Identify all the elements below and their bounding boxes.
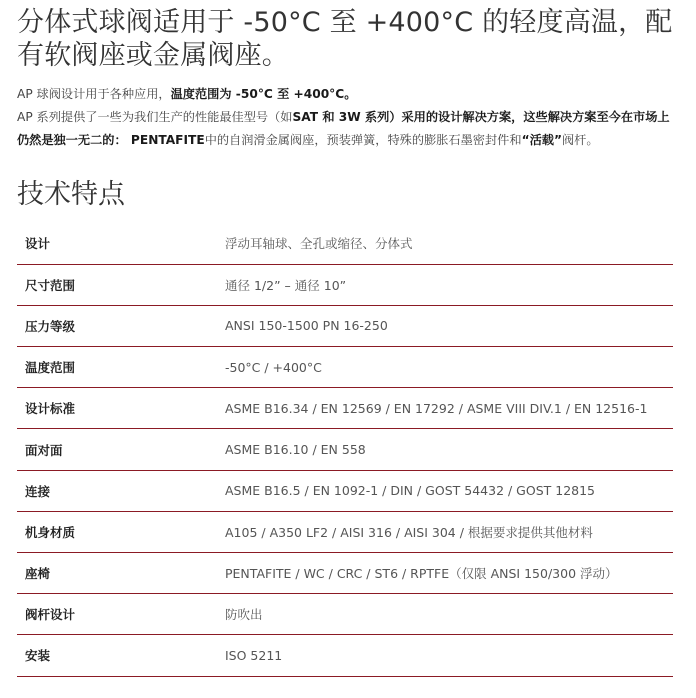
intro-p2-text-1: AP 系列提供了一些为我们生产的性能最佳型号（如 xyxy=(17,110,293,124)
spec-label: 温度范围 xyxy=(25,360,76,376)
spec-label: 安装 xyxy=(25,648,51,664)
spec-label: 设计 xyxy=(25,236,51,252)
intro-p1-text: AP 球阀设计用于各种应用， xyxy=(17,87,171,101)
intro-p2-bold-2: “活载” xyxy=(521,133,562,147)
spec-label: 机身材质 xyxy=(25,524,76,540)
intro-p2-text-3: 阀杆。 xyxy=(561,133,599,147)
intro-paragraph-2 xyxy=(17,106,673,152)
table-row xyxy=(17,635,673,676)
spec-value: 浮动耳轴球、全孔或缩径、分体式 xyxy=(225,236,413,252)
intro-p2-text-2: 中的自润滑金属阀座，预装弹簧，特殊的膨胀石墨密封件和 xyxy=(204,133,522,147)
spec-label: 阀杆设计 xyxy=(25,607,76,623)
table-row xyxy=(17,553,673,594)
spec-value: -50°C / +400°C xyxy=(225,359,322,375)
spec-label: 尺寸范围 xyxy=(25,277,76,293)
table-row xyxy=(17,347,673,388)
intro-text xyxy=(17,83,673,152)
spec-value: ASME B16.5 / EN 1092-1 / DIN / GOST 54432 / GOST 12815 xyxy=(225,483,596,499)
spec-label: 面对面 xyxy=(25,442,63,458)
spec-value: 防吹出 xyxy=(225,607,263,623)
table-row xyxy=(17,470,673,511)
intro-p2-bold-1: SAT 和 3W 系列）采用的设计解决方案，这些解决方案至今在市场上仍然是独一无二的： PENTAFITE xyxy=(17,110,670,147)
page-content xyxy=(17,0,673,677)
table-row xyxy=(17,594,673,635)
spec-value: A105 / A350 LF2 / AISI 316 / AISI 304 / 根据要求提供其他材料 xyxy=(225,524,593,540)
table-row xyxy=(17,511,673,552)
spec-label: 设计标准 xyxy=(25,401,76,417)
spec-value: PENTAFITE / WC / CRC / ST6 / RPTFE（仅限 ANSI 150/300 浮动） xyxy=(225,566,618,582)
spec-value: ISO 5211 xyxy=(225,647,283,663)
section-title: 技术特点 xyxy=(17,179,125,210)
table-row xyxy=(17,429,673,470)
spec-label: 座椅 xyxy=(25,566,51,582)
table-row xyxy=(17,223,673,264)
table-row xyxy=(17,264,673,305)
spec-value: ASME B16.34 / EN 12569 / EN 17292 / ASME VIII DIV.1 / EN 12516-1 xyxy=(225,400,648,416)
table-row xyxy=(17,305,673,346)
spec-value: ANSI 150-1500 PN 16-250 xyxy=(225,318,388,334)
intro-paragraph-1 xyxy=(17,83,673,106)
page-title: 分体式球阀适用于 -50°C 至 +400°C 的轻度高温，配有软阀座或金属阀座。 xyxy=(17,7,673,71)
intro-p1-bold: 温度范围为 -50°C 至 +400°C。 xyxy=(170,87,357,101)
spec-label: 压力等级 xyxy=(25,318,76,334)
table-row xyxy=(17,388,673,429)
spec-value: 通径 1/2” – 通径 10” xyxy=(225,277,347,293)
specs-table xyxy=(17,223,673,677)
spec-value: ASME B16.10 / EN 558 xyxy=(225,442,366,458)
spec-label: 连接 xyxy=(25,483,51,499)
